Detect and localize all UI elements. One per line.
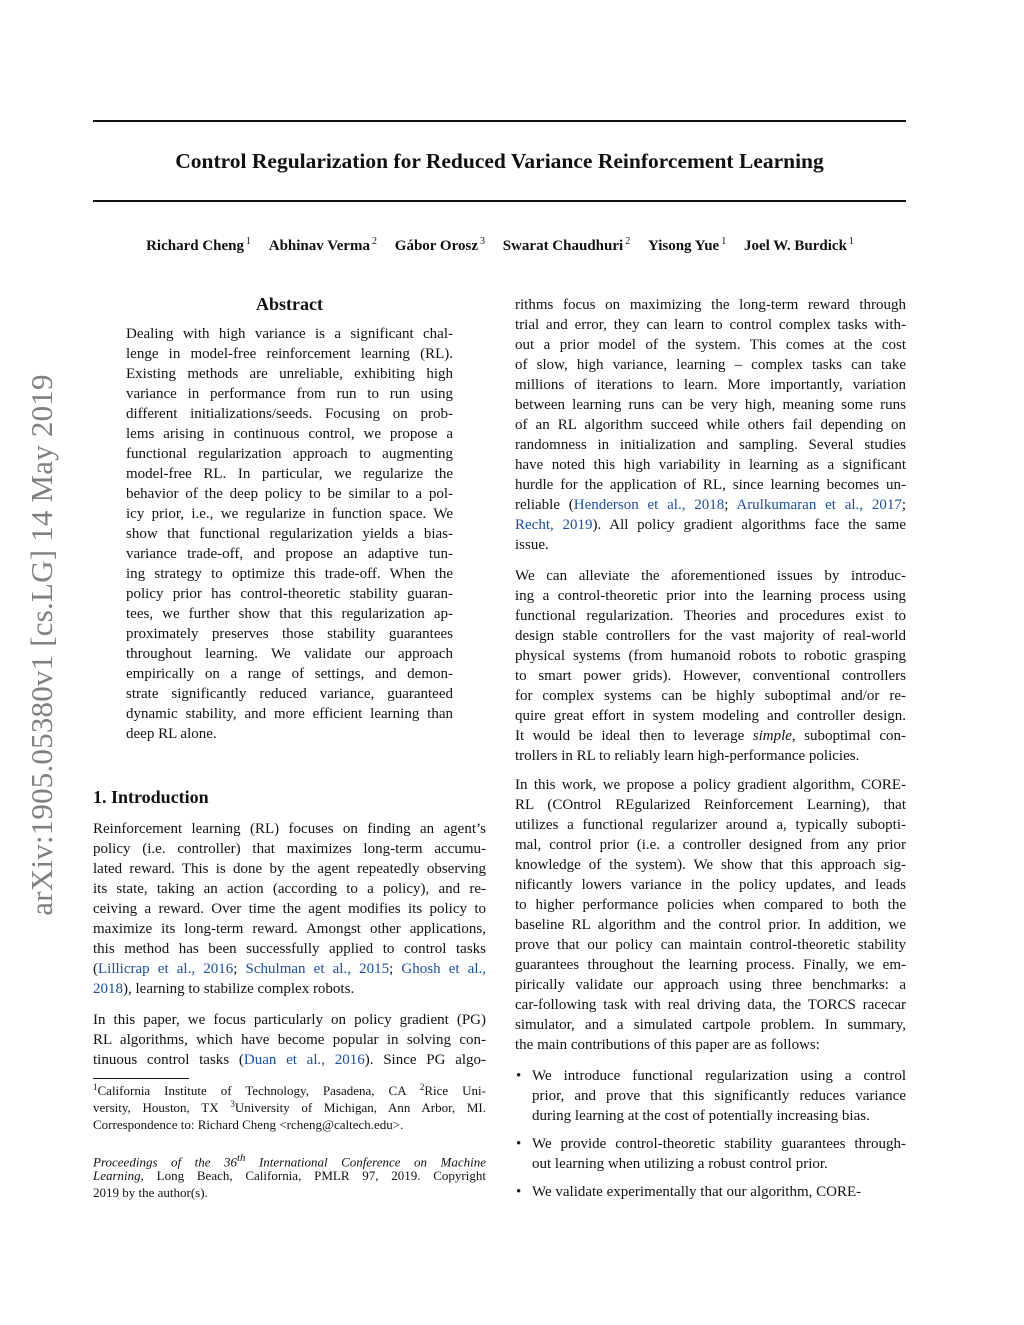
author-affiliation: 1: [721, 236, 727, 247]
text-span: reliable (: [515, 497, 574, 513]
text-line: In this work, we propose a policy gradient algorithm, CORE-: [515, 777, 906, 793]
abstract-line: functional regularization approach to augmenting: [126, 446, 453, 462]
text-span: It would be ideal then to leverage: [515, 728, 753, 744]
text-line: the main contributions of this paper are as follows:: [515, 1037, 820, 1053]
author: [648, 238, 726, 254]
abstract-line: behavior of the deep policy to be similar to a pol-: [126, 486, 453, 502]
right-paragraph: [515, 295, 906, 555]
abstract-line: empirically on a range of settings, and demon-: [126, 666, 453, 682]
text-line: rithms focus on maximizing the long-term reward through: [515, 297, 906, 313]
emphasis: simple: [752, 728, 792, 744]
text-line: during learning at the cost of potentially increasing bias.: [532, 1108, 870, 1124]
text-line: design stable controllers for the vast majority of real-world: [515, 628, 906, 644]
footnote-mark: 2: [419, 1082, 425, 1092]
abstract-line: variance trade-off, and propose an adaptive tun-: [126, 546, 453, 562]
footnote-rule: [93, 1078, 189, 1079]
citation-link[interactable]: Recht, 2019: [515, 517, 593, 533]
text-line: this method has been successfully applied to control tasks: [93, 941, 486, 957]
author: [269, 238, 377, 254]
text-line: prove that our policy can maintain control-theoretic stability: [515, 937, 906, 953]
text-line: [515, 515, 906, 535]
superscript: th: [237, 1152, 246, 1164]
text-line: its state, taking an action (according to a policy), and re-: [93, 881, 486, 897]
text-span: International Conference on Machine: [245, 1154, 486, 1170]
bullet-icon: •: [516, 1184, 522, 1200]
abstract-line: throughout learning. We validate our approach: [126, 646, 453, 662]
title-rule-bottom: [93, 200, 906, 202]
citation-link[interactable]: Arulkumaran et al., 2017: [736, 497, 902, 513]
paper-title: Control Regularization for Reduced Variance Reinforcement Learning: [175, 149, 824, 173]
intro-paragraph: [93, 819, 486, 999]
text-line: In this paper, we focus particularly on policy gradient (PG): [93, 1012, 486, 1028]
text-line: utilizes a functional regularizer around a, typically subopti-: [515, 817, 906, 833]
text-line: to higher performance policies when compared to both the: [515, 897, 906, 913]
text-line: [515, 726, 906, 746]
text-line: quire great effort in system modeling and controller design.: [515, 708, 906, 724]
author-name: Swarat Chaudhuri: [502, 238, 624, 254]
text-line: millions of iterations to learn. More importantly, variation: [515, 377, 906, 393]
separator: ;: [724, 497, 737, 513]
abstract-heading: Abstract: [256, 294, 323, 314]
abstract-line: Dealing with high variance is a significant chal-: [126, 326, 453, 342]
right-paragraph: [515, 566, 906, 766]
text-line: [93, 1050, 486, 1070]
text-line: ceiving a reward. Over time the agent modifies its policy to: [93, 901, 486, 917]
list-item: [515, 1182, 906, 1202]
citation-link[interactable]: Lillicrap et al., 2016: [98, 961, 234, 977]
author-affiliation: 1: [848, 236, 854, 247]
text-line: Reinforcement learning (RL) focuses on finding an agent’s: [93, 821, 486, 837]
text-line: pirically validate our approach using three benchmarks: a: [515, 977, 906, 993]
text-line: for complex systems can be highly suboptimal and/or re-: [515, 688, 906, 704]
text-line: [93, 1150, 486, 1170]
text-span: ). Since PG algo-: [364, 1052, 487, 1068]
text-line: issue.: [515, 537, 549, 553]
author-list: [60, 234, 940, 258]
abstract-line: policy prior has control-theoretic stability guaran-: [126, 586, 453, 602]
text-line: mal, control prior (i.e. a controller designed from any prior: [515, 837, 906, 853]
text-line: policy (i.e. controller) that maximizes long-term accumu-: [93, 841, 486, 857]
author: [744, 238, 854, 254]
contributions-list: [515, 1066, 906, 1210]
text-span: Rice Uni-: [424, 1083, 486, 1098]
abstract-line: strate significantly reduced variance, guaranteed: [126, 686, 453, 702]
text-line: have noted this high variability in learning as a significant: [515, 457, 906, 473]
abstract-line: deep RL alone.: [126, 726, 217, 742]
text-line: hurdle for the application of RL, since learning becomes un-: [515, 477, 906, 493]
text-span: versity, Houston, TX: [93, 1100, 231, 1115]
text-line: trial and error, they can learn to control complex tasks with-: [515, 317, 906, 333]
list-item: [515, 1066, 906, 1126]
text-line: of an RL algorithm succeed while others fail depending on: [515, 417, 906, 433]
text-line: RL (COntrol REgularized Reinforcement Learning), that: [515, 797, 906, 813]
text-line: baseline RL algorithm and the control prior. In addition, we: [515, 917, 906, 933]
text-line: of slow, high variance, learning – complex tasks can take: [515, 357, 906, 373]
text-line: lated reward. This is done by the agent repeatedly observing: [93, 861, 486, 877]
text-span: , suboptimal con-: [791, 728, 906, 744]
text-span: tinuous control tasks (: [93, 1052, 244, 1068]
text-line: to smart power grids). However, conventional controllers: [515, 668, 906, 684]
text-line: out a prior model of the system. This comes at the cost: [515, 337, 906, 353]
arxiv-id: arXiv:1905.05380v1 [cs.LG] 14 May 2019: [24, 374, 59, 916]
section-heading-introduction: 1. Introduction: [93, 787, 209, 807]
text-line: Correspondence to: Richard Cheng <rcheng@caltech.edu>.: [93, 1117, 404, 1132]
text-line: [93, 979, 486, 999]
text-line: maximize its long-term reward. Amongst other applications,: [93, 921, 486, 937]
abstract-line: lems arising in continuous control, we propose a: [126, 426, 453, 442]
footnote-mark: 3: [230, 1099, 235, 1109]
separator: ;: [389, 961, 402, 977]
citation-link[interactable]: Henderson et al., 2018: [573, 497, 725, 513]
text-line: trollers in RL to reliably learn high-performance policies.: [515, 748, 860, 764]
citation-link[interactable]: Ghosh et al.,: [401, 961, 487, 977]
citation-link[interactable]: 2018: [93, 981, 123, 997]
abstract-line: dynamic stability, and more efficient learning than: [126, 706, 453, 722]
text-line: We validate experimentally that our algorithm, CORE-: [532, 1184, 862, 1200]
author: [395, 238, 485, 254]
abstract-line: icy prior, i.e., we regularize in function space. We: [126, 506, 453, 522]
text-line: nificantly lowers variance in the policy updates, and leads: [515, 877, 906, 893]
text-line: We provide control-theoretic stability guarantees through-: [532, 1136, 906, 1152]
bullet-icon: •: [516, 1136, 522, 1152]
text-line: guarantees throughout the learning process. Finally, we em-: [515, 957, 906, 973]
abstract-body: [126, 324, 453, 744]
text-line: randomness in initialization and sampling. Several studies: [515, 437, 906, 453]
text-span: ), learning to stabilize complex robots.: [123, 981, 355, 997]
affiliation-footnote: [93, 1082, 486, 1133]
abstract-line: proximately preserves those stability guarantees: [126, 626, 453, 642]
text-line: [93, 959, 486, 979]
text-line: We introduce functional regularization using a control: [532, 1068, 906, 1084]
right-paragraph: [515, 775, 906, 1055]
citation-link[interactable]: Duan et al., 2016: [243, 1052, 365, 1068]
abstract-line: variance in performance from run to run using: [126, 386, 453, 402]
abstract-line: ing strategy to optimize this trade-off. When the: [126, 566, 453, 582]
separator: ;: [233, 961, 246, 977]
text-line: RL algorithms, which have become popular in solving con-: [93, 1032, 486, 1048]
text-span: , Long Beach, California, PMLR 97, 2019. Copyright: [140, 1168, 486, 1183]
text-line: [515, 495, 906, 515]
citation-link[interactable]: Schulman et al., 2015: [245, 961, 390, 977]
text-line: between learning runs can be very high, meaning some runs: [515, 397, 906, 413]
author-name: Abhinav Verma: [268, 238, 371, 254]
author-name: Yisong Yue: [647, 238, 720, 254]
author-affiliation: 2: [625, 236, 631, 247]
text-span: California Institute of Technology, Pasadena, CA: [97, 1083, 420, 1098]
author: [146, 238, 251, 254]
intro-paragraph: [93, 1010, 486, 1070]
author-name: Gábor Orosz: [394, 238, 478, 254]
text-span: University of Michigan, Ann Arbor, MI.: [234, 1100, 486, 1115]
text-span: Learning: [93, 1168, 141, 1183]
text-line: [93, 1099, 486, 1116]
footnote-mark: 1: [93, 1082, 98, 1092]
text-line: knowledge of the system). We show that this approach sig-: [515, 857, 906, 873]
text-line: functional regularization. Theories and procedures exist to: [515, 608, 906, 624]
paren: (: [93, 961, 98, 977]
text-line: physical systems (from humanoid robots to robotic grasping: [515, 648, 906, 664]
text-line: out learning when utilizing a robust control prior.: [532, 1156, 828, 1172]
abstract-line: lenge in model-free reinforcement learning (RL).: [126, 346, 453, 362]
text-line: car-following task with real driving data, the TORCS racecar: [515, 997, 906, 1013]
separator: ;: [901, 497, 906, 513]
abstract-line: show that functional regularization yields a bias-: [126, 526, 453, 542]
text-line: [93, 1082, 486, 1099]
bullet-icon: •: [516, 1068, 522, 1084]
text-line: ing a control-theoretic prior into the learning process using: [515, 588, 906, 604]
title-rule-top: [93, 120, 906, 122]
abstract-line: model-free RL. In particular, we regularize the: [126, 466, 453, 482]
text-line: prior, and prove that this significantly reduces variance: [532, 1088, 906, 1104]
author-name: Richard Cheng: [146, 238, 244, 254]
author-affiliation: 3: [479, 236, 485, 247]
abstract-line: different initializations/seeds. Focusing on prob-: [126, 406, 453, 422]
proceedings-note: [93, 1150, 486, 1201]
list-item: [515, 1134, 906, 1174]
text-line: simulator, and a simulated cartpole problem. In summary,: [515, 1017, 906, 1033]
text-span: ). All policy gradient algorithms face the same: [592, 517, 906, 533]
text-line: We can alleviate the aforementioned issues by introduc-: [515, 568, 906, 584]
author: [503, 238, 630, 254]
text-span: Proceedings of the 36: [93, 1154, 238, 1170]
abstract-line: tees, we further show that this regularization ap-: [126, 606, 453, 622]
author-affiliation: 1: [246, 236, 251, 247]
text-line: [93, 1167, 486, 1184]
author-affiliation: 2: [372, 236, 378, 247]
author-name: Joel W. Burdick: [743, 238, 847, 254]
text-line: 2019 by the author(s).: [93, 1185, 208, 1200]
abstract-line: Existing methods are unreliable, exhibiting high: [126, 366, 453, 382]
